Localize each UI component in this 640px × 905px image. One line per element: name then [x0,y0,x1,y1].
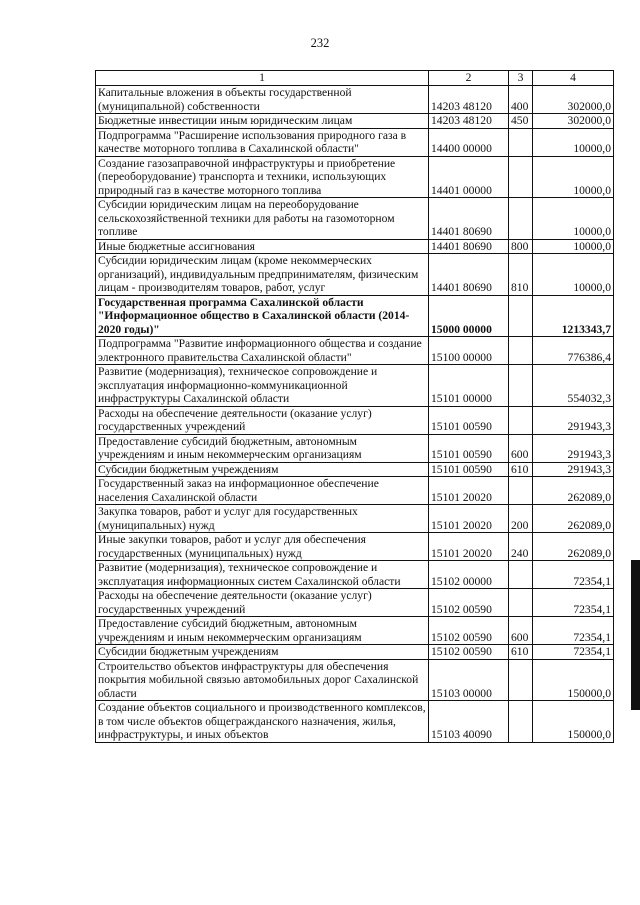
row-code: 14401 00000 [429,156,509,198]
header-col-3: 3 [509,71,533,86]
table-row [96,617,614,645]
table-row [96,239,614,254]
row-code: 14203 48120 [429,86,509,114]
row-amount: 262089,0 [533,477,614,505]
row-code: 15101 20020 [429,505,509,533]
row-amount: 150000,0 [533,659,614,701]
header-col-4: 4 [533,71,614,86]
row-name: Государственный заказ на информационное обеспечение населения Сахалинской области [96,477,429,505]
table-row [96,561,614,589]
table-row [96,645,614,660]
row-amount: 72354,1 [533,617,614,645]
scan-edge-mark [631,560,640,710]
row-code: 15100 00000 [429,337,509,365]
row-name: Предоставление субсидий бюджетным, автономным учреждениям и иным некоммерческим организациям [96,617,429,645]
row-expense-type [509,156,533,198]
row-code: 14401 80690 [429,198,509,240]
row-name: Строительство объектов инфраструктуры для обеспечения покрытия мобильной связью автомобильных дорог Сахалинской области [96,659,429,701]
row-code: 14401 80690 [429,239,509,254]
row-code: 15101 00590 [429,462,509,477]
table-row [96,295,614,337]
row-amount: 291943,3 [533,406,614,434]
row-code: 15102 00000 [429,561,509,589]
table-row [96,198,614,240]
row-code: 15101 20020 [429,533,509,561]
table-row [96,462,614,477]
table-row [96,533,614,561]
row-name: Закупка товаров, работ и услуг для государственных (муниципальных) нужд [96,505,429,533]
row-name: Расходы на обеспечение деятельности (оказание услуг) государственных учреждений [96,589,429,617]
row-amount: 262089,0 [533,505,614,533]
row-code: 14203 48120 [429,114,509,129]
table-row [96,254,614,296]
row-name: Подпрограмма "Расширение использования природного газа в качестве моторного топлива в Сахалинской области" [96,128,429,156]
row-amount: 554032,3 [533,365,614,407]
table-row [96,505,614,533]
row-code: 15101 00000 [429,365,509,407]
row-name: Создание газозаправочной инфраструктуры и приобретение (переоборудование) транспорта и техники, использующих природный газ в качестве моторного топлива [96,156,429,198]
row-name: Субсидии бюджетным учреждениям [96,462,429,477]
header-col-2: 2 [429,71,509,86]
row-name: Расходы на обеспечение деятельности (оказание услуг) государственных учреждений [96,406,429,434]
row-expense-type [509,365,533,407]
table-row [96,589,614,617]
table-row [96,365,614,407]
row-code: 14400 00000 [429,128,509,156]
row-expense-type [509,295,533,337]
row-amount: 776386,4 [533,337,614,365]
row-name: Предоставление субсидий бюджетным, автономным учреждениям и иным некоммерческим организациям [96,434,429,462]
row-name: Иные закупки товаров, работ и услуг для обеспечения государственных (муниципальных) нужд [96,533,429,561]
budget-table [95,70,614,743]
table-row [96,86,614,114]
row-expense-type [509,589,533,617]
table-row [96,659,614,701]
header-col-1: 1 [96,71,429,86]
row-amount: 72354,1 [533,589,614,617]
row-expense-type: 400 [509,86,533,114]
row-name: Государственная программа Сахалинской области "Информационное общество в Сахалинской области (2014-2020 годы)" [96,295,429,337]
row-expense-type [509,477,533,505]
row-amount: 10000,0 [533,156,614,198]
table-row [96,128,614,156]
row-expense-type: 810 [509,254,533,296]
row-code: 15000 00000 [429,295,509,337]
row-expense-type: 600 [509,434,533,462]
row-code: 15102 00590 [429,617,509,645]
row-amount: 10000,0 [533,198,614,240]
row-name: Субсидии юридическим лицам (кроме некоммерческих организаций), индивидуальным предпринимателям, физическим лицам - производителям товаров, работ, услуг [96,254,429,296]
row-code: 15102 00590 [429,645,509,660]
row-name: Подпрограмма "Развитие информационного общества и создание электронного правительства Сахалинской области" [96,337,429,365]
table-row [96,477,614,505]
row-code: 15102 00590 [429,589,509,617]
row-expense-type: 450 [509,114,533,129]
row-name: Развитие (модернизация), техническое сопровождение и эксплуатация информационно-коммуникационной инфраструктуры Сахалинской области [96,365,429,407]
row-amount: 150000,0 [533,701,614,743]
row-amount: 291943,3 [533,462,614,477]
row-amount: 10000,0 [533,128,614,156]
row-expense-type [509,561,533,589]
row-amount: 302000,0 [533,114,614,129]
table-row [96,114,614,129]
row-amount: 72354,1 [533,561,614,589]
row-expense-type: 610 [509,462,533,477]
row-expense-type: 600 [509,617,533,645]
row-name: Создание объектов социального и производственного комплексов, в том числе объектов общегражданского назначения, жилья, инфраструктуры, и иных объектов [96,701,429,743]
row-amount: 10000,0 [533,254,614,296]
row-expense-type [509,128,533,156]
row-name: Субсидии юридическим лицам на переоборудование сельскохозяйственной техники для работы на газомоторном топливе [96,198,429,240]
table-row [96,337,614,365]
row-code: 15103 40090 [429,701,509,743]
table-row [96,156,614,198]
row-name: Капитальные вложения в объекты государственной (муниципальной) собственности [96,86,429,114]
row-code: 15101 20020 [429,477,509,505]
row-amount: 10000,0 [533,239,614,254]
row-expense-type [509,659,533,701]
row-code: 14401 80690 [429,254,509,296]
table-row [96,701,614,743]
row-name: Иные бюджетные ассигнования [96,239,429,254]
row-expense-type: 800 [509,239,533,254]
row-name: Субсидии бюджетным учреждениям [96,645,429,660]
row-amount: 1213343,7 [533,295,614,337]
header-row [96,71,614,86]
row-expense-type [509,198,533,240]
row-expense-type: 200 [509,505,533,533]
table-row [96,406,614,434]
row-code: 15101 00590 [429,406,509,434]
row-expense-type [509,337,533,365]
table-row [96,434,614,462]
row-code: 15103 00000 [429,659,509,701]
row-code: 15101 00590 [429,434,509,462]
page-number: 232 [310,36,330,50]
row-name: Бюджетные инвестиции иным юридическим лицам [96,114,429,129]
row-amount: 72354,1 [533,645,614,660]
row-expense-type [509,406,533,434]
row-amount: 262089,0 [533,533,614,561]
row-amount: 302000,0 [533,86,614,114]
row-expense-type: 610 [509,645,533,660]
row-expense-type: 240 [509,533,533,561]
row-expense-type [509,701,533,743]
row-name: Развитие (модернизация), техническое сопровождение и эксплуатация информационных систем Сахалинской области [96,561,429,589]
row-amount: 291943,3 [533,434,614,462]
